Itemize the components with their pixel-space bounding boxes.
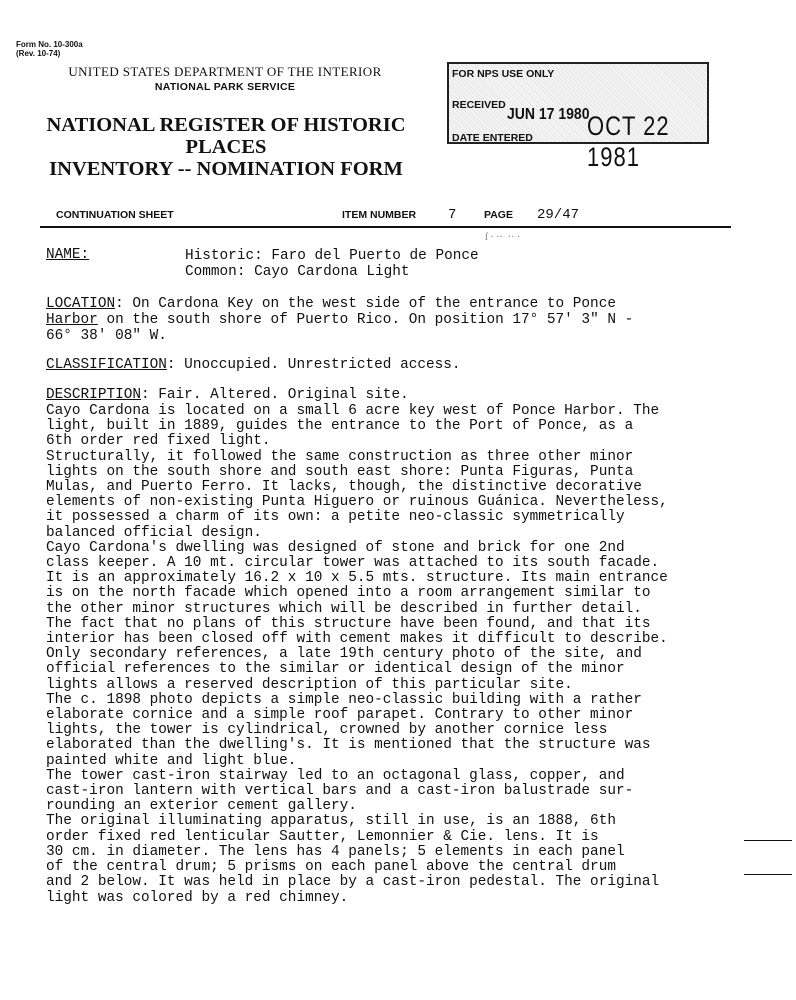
description-line: lights on the south shore and south east shore: Punta Figuras, Punta	[46, 463, 634, 480]
service-name: NATIONAL PARK SERVICE	[154, 81, 296, 93]
description-line: elements of non-existing Punta Higuero or ruinous Guánica. Nevertheless,	[46, 494, 668, 511]
description-label: DESCRIPTION	[46, 387, 141, 403]
description-line: official references to the similar or identical design of the minor	[46, 661, 625, 678]
description-line: is on the north facade which opened into a room arrangement similar to	[46, 585, 651, 602]
description-line: of the central drum; 5 prisms on each panel above the central drum	[46, 859, 616, 876]
continuation-sheet-label: CONTINUATION SHEET	[56, 209, 174, 221]
description-line: 6th order red fixed light.	[46, 433, 271, 450]
location-label: LOCATION	[46, 296, 116, 312]
description-line: lights, the tower is cylindrical, crowned by another cornice less	[46, 722, 608, 739]
name-common: Common: Cayo Cardona Light	[185, 264, 410, 280]
name-label: NAME:	[46, 247, 90, 263]
form-number	[16, 40, 83, 58]
agency-name: UNITED STATES DEPARTMENT OF THE INTERIOR	[68, 64, 382, 79]
form-title-line2: INVENTORY -- NOMINATION FORM	[49, 158, 403, 180]
description-line: light was colored by a red chimney.	[46, 889, 349, 906]
item-number-value: 7	[448, 207, 457, 223]
margin-rule-1	[744, 840, 792, 841]
description-line: Cayo Cardona's dwelling was designed of stone and brick for one 2nd	[46, 539, 625, 556]
description-line: class keeper. A 10 mt. circular tower was attached to its south facade.	[46, 555, 660, 572]
nps-box-heading: FOR NPS USE ONLY	[452, 68, 555, 80]
location-text-1: : On Cardona Key on the west side of the entrance to Ponce	[115, 296, 616, 312]
description-line: The c. 1898 photo depicts a simple neo-classic building with a rather	[46, 691, 642, 708]
item-number-label: ITEM NUMBER	[342, 209, 417, 221]
description-line: The tower cast-iron stairway led to an octagonal glass, copper, and	[46, 767, 625, 784]
description-line: Mulas, and Puerto Ferro. It lacks, though, the distinctive decorative	[46, 479, 642, 496]
description-line: interior has been closed off with cement makes it difficult to describe.	[46, 631, 668, 648]
description-line: The original illuminating apparatus, still in use, is an 1888, 6th	[46, 813, 616, 830]
form-title-line1: NATIONAL REGISTER OF HISTORIC PLACES	[46, 114, 406, 158]
description-line: order fixed red lenticular Sautter, Lemonnier & Cie. lens. It is	[46, 828, 599, 845]
description-line: 30 cm. in diameter. The lens has 4 panels; 5 elements in each panel	[46, 843, 625, 860]
description-body	[46, 404, 668, 906]
description-line: It is an approximately 16.2 x 10 x 5.5 mts. structure. Its main entrance	[46, 570, 668, 587]
date-entered-label: DATE ENTERED	[452, 132, 533, 144]
handwritten-mark: ſ · ·· ·· ·	[485, 232, 521, 243]
description-line: lights allows a reserved description of this particular site.	[46, 676, 573, 693]
form-no-text: Form No. 10-300a	[16, 40, 83, 49]
received-date-stamp: JUN 17 1980	[507, 103, 590, 123]
header-divider	[40, 226, 731, 228]
description-heading	[46, 388, 409, 403]
form-title	[14, 114, 438, 180]
location-harbor: Harbor	[46, 312, 98, 328]
classification-label: CLASSIFICATION	[46, 357, 167, 373]
page-value: 29/47	[537, 207, 580, 223]
name-historic: Historic: Faro del Puerto de Ponce	[185, 248, 479, 264]
location-line-1	[46, 297, 616, 312]
received-label: RECEIVED	[452, 99, 506, 111]
location-line-3: 66° 38' 08" W.	[46, 328, 167, 344]
location-line-2	[46, 313, 633, 328]
description-line: rounding an exterior cement gallery.	[46, 798, 357, 815]
description-line: painted white and light blue.	[46, 752, 297, 769]
margin-rule-2	[744, 874, 792, 875]
description-line: Only secondary references, a late 19th century photo of the site, and	[46, 646, 642, 663]
description-line: Structurally, it followed the same construction as three other minor	[46, 448, 634, 465]
description-line: The fact that no plans of this structure have been found, and that its	[46, 615, 651, 632]
description-line: Cayo Cardona is located on a small 6 acre key west of Ponce Harbor. The	[46, 403, 660, 419]
description-line: the other minor structures which will be described in further detail.	[46, 600, 642, 617]
form-rev-text: (Rev. 10-74)	[16, 49, 61, 58]
description-line: it possessed a charm of its own: a petite neo-classic symmetrically	[46, 509, 625, 526]
description-line: light, built in 1889, guides the entrance to the Port of Ponce, as a	[46, 418, 634, 435]
description-line: balanced official design.	[46, 524, 262, 541]
classification-line	[46, 358, 461, 373]
page-label: PAGE	[484, 209, 513, 221]
classification-text: : Unoccupied. Unrestricted access.	[166, 357, 461, 373]
entered-date-stamp: OCT 22 1981	[587, 110, 670, 172]
description-line: elaborate cornice and a simple roof parapet. Contrary to other minor	[46, 707, 634, 724]
nps-use-box	[447, 62, 709, 172]
description-line: cast-iron lantern with vertical bars and a cast-iron balustrade sur-	[46, 783, 634, 800]
location-text-2: on the south shore of Puerto Rico. On position 17° 57' 3" N -	[97, 312, 634, 328]
description-line: elaborated than the dwelling's. It is mentioned that the structure was	[46, 737, 651, 754]
description-status: : Fair. Altered. Original site.	[141, 387, 409, 403]
description-line: and 2 below. It was held in place by a cast-iron pedestal. The original	[46, 874, 660, 891]
